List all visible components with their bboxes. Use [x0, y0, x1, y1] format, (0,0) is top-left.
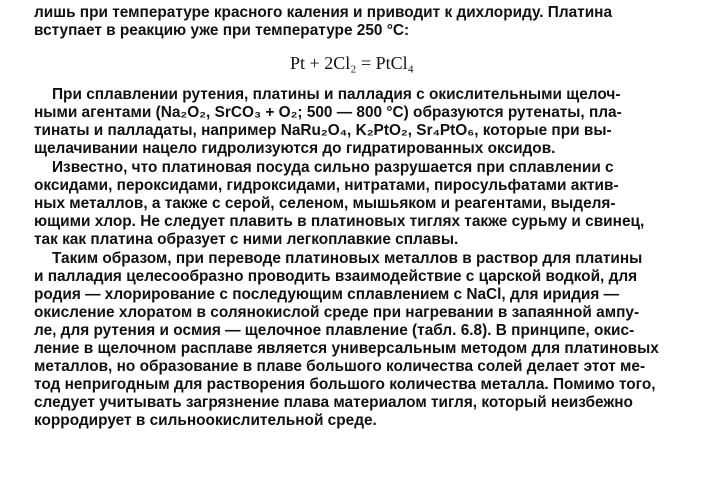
text-line: и палладия целесообразно проводить взаимодействие с царской водкой, для: [34, 268, 638, 285]
text-line: оксидами, пероксидами, гидроксидами, нитратами, пиросульфатами актив-: [34, 177, 619, 194]
text-line: ных металлов, а также с серой, селеном, мышьяком и реагентами, выделя-: [34, 195, 616, 212]
text-line: окисление хлоратом в солянокислой среде при нагревании в запаянной ампу-: [34, 304, 640, 321]
text-line: корродирует в сильноокислительной среде.: [34, 412, 377, 429]
paragraph-first-line: При сплавлении рутения, платины и палладия с окислительными щелоч-: [52, 86, 621, 103]
text-line: ными агентами (Na₂O₂, SrCO₃ + O₂; 500 — 800 °C) образуются рутенаты, пла-: [34, 104, 622, 121]
text-line: следует учитывать загрязнение плава материалом тигля, который неизбежно: [34, 394, 633, 411]
text-line: щелачивании нацело гидролизуются до гидратированных оксидов.: [34, 140, 556, 157]
text-line: родия — хлорирование с последующим сплавлением с NaCl, для иридия —: [34, 286, 619, 303]
text-line: тод непригодным для растворения большого количества металла. Помимо того,: [34, 376, 656, 393]
text-line: ющими хлор. Не следует плавить в платиновых тиглях также сурьму и свинец,: [34, 213, 645, 230]
paragraph-first-line: Таким образом, при переводе платиновых металлов в раствор для платины: [52, 250, 643, 267]
text-line: ление в щелочном расплаве является универсальным методом для платиновых: [34, 340, 659, 357]
text-line: металлов, но образование в плаве большого количества солей делает этот ме-: [34, 358, 646, 375]
text-line: так как платина образует с ними легкоплавкие сплавы.: [34, 231, 459, 248]
text-line: лишь при температуре красного каления и приводит к дихлориду. Платина: [34, 4, 613, 21]
text-line: ле, для рутения и осмия — щелочное плавление (табл. 6.8). В принципе, окис-: [34, 322, 635, 339]
text-line: тинаты и палладаты, например NaRu₂O₄, K₂PtO₂, Sr₄PtO₆, которые при вы-: [34, 122, 612, 139]
chemical-equation: Pt + 2Cl₂ = PtCl₄: [290, 53, 414, 73]
paragraph-first-line: Известно, что платиновая посуда сильно разрушается при сплавлении с: [52, 159, 614, 176]
text-line: вступает в реакцию уже при температуре 250 °C:: [34, 22, 410, 39]
